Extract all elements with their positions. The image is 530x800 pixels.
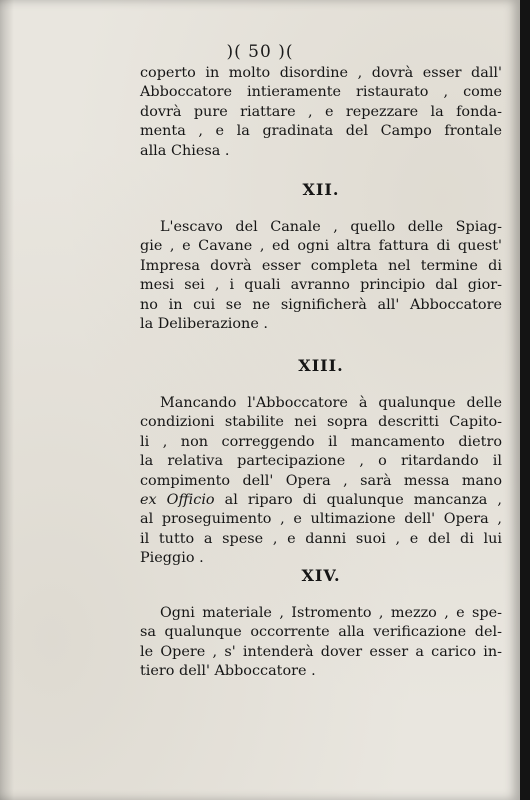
text-line: compimento dell' Opera , sarà messa mano bbox=[140, 472, 502, 489]
section-xiii-paragraph bbox=[140, 394, 502, 569]
text-line: il tutto a spese , e danni suoi , e del di lui bbox=[140, 530, 502, 547]
page-number: )( 50 )( bbox=[226, 42, 294, 62]
text-line: Abboccatore intieramente ristaurato , come bbox=[140, 84, 502, 101]
text-line: coperto in molto disordine , dovrà esser dall' bbox=[140, 65, 502, 81]
text-line: la Deliberazione . bbox=[140, 316, 268, 333]
text-line: sa qualunque occorrente alla verificazione del- bbox=[140, 624, 502, 641]
text-line bbox=[140, 491, 502, 510]
text-line: le Opere , s' intenderà dover esser a carico in- bbox=[140, 643, 502, 660]
text-line: Impresa dovrà esser completa nel termine di bbox=[140, 257, 502, 274]
section-heading-xiv: XIV. bbox=[301, 566, 341, 585]
text-line: dovrà pure riattare , e repezzare la fonda- bbox=[140, 103, 502, 120]
text-line: condizioni stabilite nei sopra descritti Capito- bbox=[140, 414, 502, 431]
section-xii-paragraph bbox=[140, 218, 502, 334]
text-line: alla Chiesa . bbox=[140, 142, 230, 159]
text-line: mesi sei , i quali avranno principio dal gior- bbox=[140, 277, 502, 294]
italic-phrase: ex Officio bbox=[140, 492, 215, 509]
text-line: la relativa partecipazione , o ritardando il bbox=[140, 453, 502, 470]
text-line-rest: al riparo di qualunque mancanza , bbox=[224, 492, 502, 509]
opening-paragraph bbox=[140, 64, 502, 161]
page-edge bbox=[520, 0, 530, 800]
page-gutter-shadow bbox=[0, 0, 14, 800]
section-xiv-paragraph bbox=[140, 604, 502, 682]
section-heading-xiii: XIII. bbox=[298, 356, 344, 375]
text-line: li , non correggendo il mancamento dietro bbox=[140, 433, 502, 450]
section-heading-xii: XII. bbox=[302, 180, 340, 199]
text-line: tiero dell' Abboccatore . bbox=[140, 663, 316, 680]
text-line: Pieggio . bbox=[140, 550, 204, 567]
text-line: Ogni materiale , Istromento , mezzo , e spe- bbox=[160, 605, 502, 621]
text-line: Mancando l'Abboccatore à qualunque delle bbox=[160, 395, 502, 411]
text-line: L'escavo del Canale , quello delle Spiag- bbox=[160, 219, 502, 235]
text-line: no in cui se ne significherà all' Abboccatore bbox=[140, 296, 502, 313]
text-line: al proseguimento , e ultimazione dell' Opera , bbox=[140, 511, 502, 528]
text-line: gie , e Cavane , ed ogni altra fattura di quest' bbox=[140, 238, 502, 255]
text-line: menta , e la gradinata del Campo frontale bbox=[140, 123, 502, 140]
